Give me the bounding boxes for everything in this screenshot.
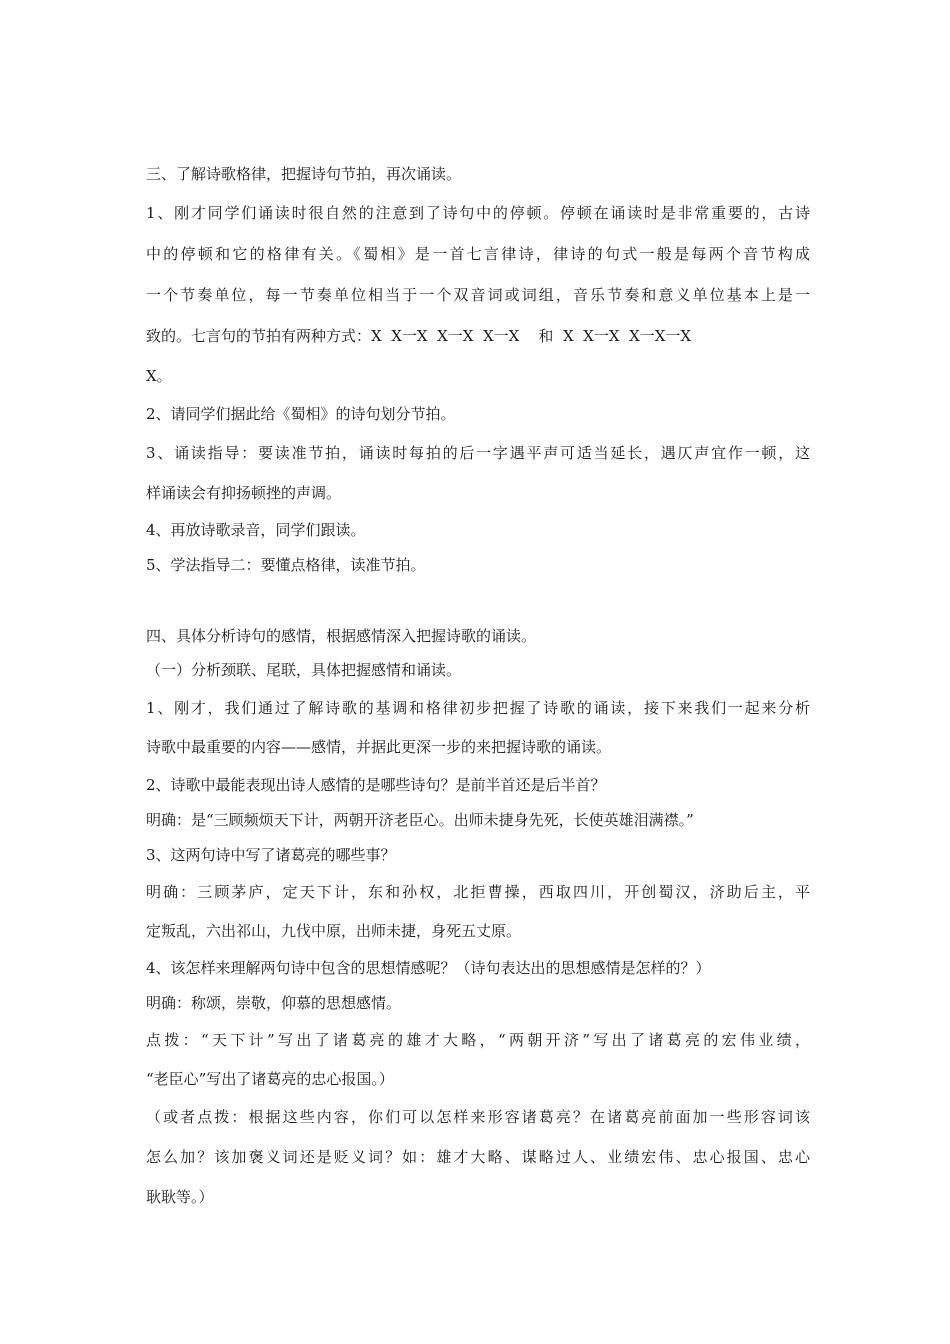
section-4-answer-3-line-2: 定叛乱，六出祁山，九伐中原，出师未捷，身死五丈原。 xyxy=(146,922,522,940)
section-4-answer-2: 明确：是“三顾频烦天下计，两朝开济老臣心。出师未捷身先死，长使英雄泪满襟。” xyxy=(146,811,694,829)
section-3-p3-line-2: 样诵读会有抑扬顿挫的声调。 xyxy=(146,484,342,502)
section-3-p1-line-4: 致的。七言句的节拍有两种方式：X X一X X一X X一X 和 X X一X X一X一X xyxy=(146,327,692,345)
section-3-p3-line-1: 3、诵读指导：要读准节拍，诵读时每拍的后一字遇平声可适当延长，遇仄声宜作一顿，这 xyxy=(146,444,810,462)
section-4-p3: 3、这两句诗中写了诸葛亮的哪些事？ xyxy=(146,846,396,864)
section-4-p2: 2、诗歌中最能表现出诗人感情的是哪些诗句？是前半首还是后半首？ xyxy=(146,776,606,794)
section-3-p5: 5、学法指导二：要懂点格律，读准节拍。 xyxy=(146,556,426,574)
section-4-heading: 四、具体分析诗句的感情，根据感情深入把握诗歌的诵读。 xyxy=(146,627,537,645)
section-4-hint-line-2: “老臣心”写出了诸葛亮的忠心报国。） xyxy=(146,1070,394,1088)
section-3-p1-line-2: 中的停顿和它的格律有关。《蜀相》是一首七言律诗，律诗的句式一般是每两个音节构成 xyxy=(146,245,810,263)
section-3-heading: 三、了解诗歌格律，把握诗句节拍，再次诵读。 xyxy=(146,165,462,183)
section-4-p4: 4、该怎样来理解两句诗中包含的思想情感呢？（诗句表达出的思想感情是怎样的？） xyxy=(146,959,711,977)
section-3-p2: 2、请同学们据此给《蜀相》的诗句划分节拍。 xyxy=(146,405,456,423)
section-4-alt-line-2: 怎么加？该加褒义词还是贬义词？如：雄才大略、谋略过人、业绩宏伟、忠心报国、忠心 xyxy=(146,1148,810,1166)
section-4-answer-4: 明确：称颂，崇敬，仰慕的思想感情。 xyxy=(146,994,402,1012)
section-3-p1-line-3: 一个节奏单位，每一节奏单位相当于一个双音词或词组，音乐节奏和意义单位基本上是一 xyxy=(146,286,810,304)
section-4-p1-line-2: 诗歌中最重要的内容——感情，并据此更深一步的来把握诗歌的诵读。 xyxy=(146,738,612,756)
section-4-subheading-1: （一）分析颈联、尾联，具体把握感情和诵读。 xyxy=(146,661,462,679)
section-3-p1-line-1: 1、刚才同学们诵读时很自然的注意到了诗句中的停顿。停顿在诵读时是非常重要的，古诗 xyxy=(146,204,810,222)
section-4-alt-line-1: （或者点拨：根据这些内容，你们可以怎样来形容诸葛亮？在诸葛亮前面加一些形容词该 xyxy=(146,1108,810,1126)
section-4-alt-line-3: 耿耿等。） xyxy=(146,1188,214,1206)
section-3-p1-line-5: X。 xyxy=(146,367,172,385)
section-4-answer-3-line-1: 明确：三顾茅庐，定天下计，东和孙权，北拒曹操，西取四川，开创蜀汉，济助后主，平 xyxy=(146,883,810,901)
section-4-hint-line-1: 点拨：“天下计”写出了诸葛亮的雄才大略，“两朝开济”写出了诸葛亮的宏伟业绩， xyxy=(146,1031,810,1049)
section-4-p1-line-1: 1、刚才，我们通过了解诗歌的基调和格律初步把握了诗歌的诵读，接下来我们一起来分析 xyxy=(146,699,810,717)
section-3-p4: 4、再放诗歌录音，同学们跟读。 xyxy=(146,521,366,539)
